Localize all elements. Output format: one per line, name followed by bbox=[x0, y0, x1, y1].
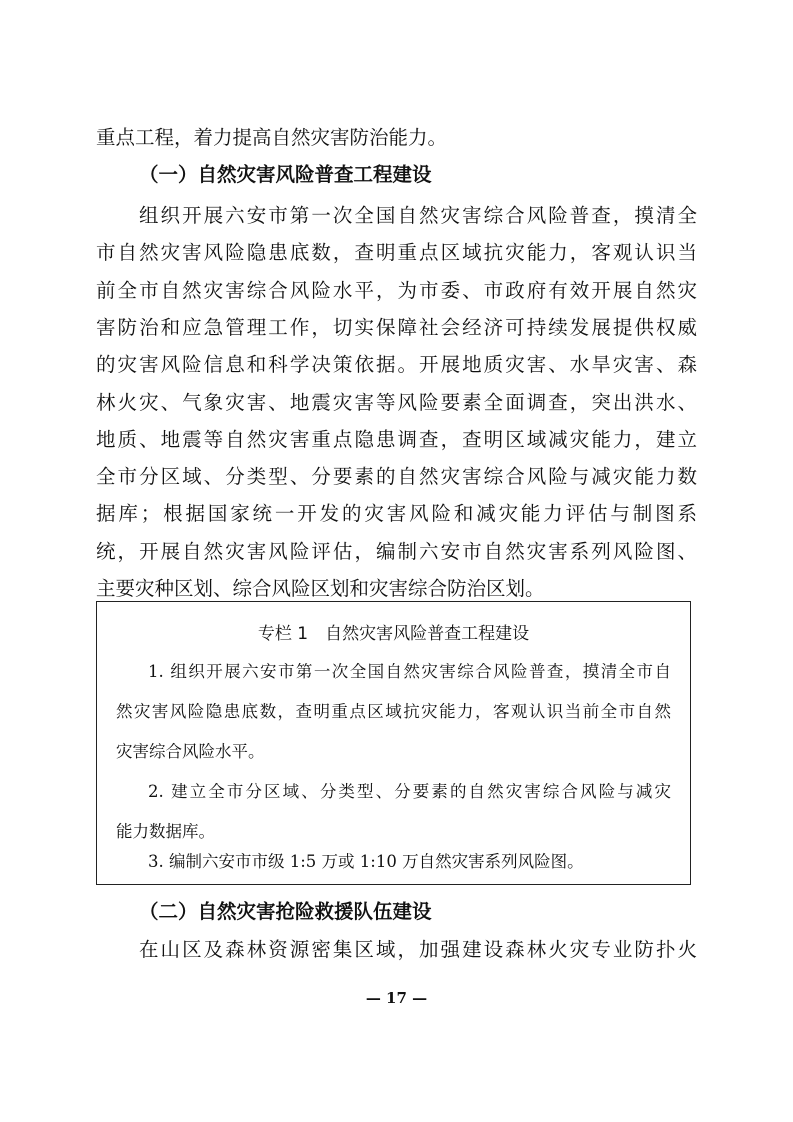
page-number: — 17 — bbox=[365, 989, 428, 1007]
special-column-line: 然灾害风险隐患底数，查明重点区域抗灾能力，客观认识当前全市自然 bbox=[116, 702, 671, 721]
paragraph-line: 前全市自然灾害综合风险水平，为市委、市政府有效开展自然灾 bbox=[96, 278, 697, 302]
special-column-line: 1. 组织开展六安市第一次全国自然灾害综合风险普查，摸清全市自 bbox=[148, 662, 671, 681]
paragraph-line: 市自然灾害风险隐患底数，查明重点区域抗灾能力，客观认识当 bbox=[96, 241, 697, 265]
paragraph-line: 林火灾、气象灾害、地震灾害等风险要素全面调查，突出洪水、 bbox=[96, 390, 697, 414]
special-column-box bbox=[96, 601, 691, 885]
paragraph-line: 主要灾种区划、综合风险区划和灾害综合防治区划。 bbox=[96, 577, 545, 600]
paragraph-line: 统，开展自然灾害风险评估，编制六安市自然灾害系列风险图、 bbox=[96, 539, 697, 563]
paragraph-line: 在山区及森林资源密集区域，加强建设森林火灾专业防扑火 bbox=[139, 938, 697, 961]
body-line: 重点工程，着力提高自然灾害防治能力。 bbox=[96, 126, 448, 149]
special-column-line: 灾害综合风险水平。 bbox=[116, 742, 265, 761]
paragraph-line: 的灾害风险信息和科学决策依据。开展地质灾害、水旱灾害、森 bbox=[96, 353, 697, 377]
section-heading: （一）自然灾害风险普查工程建设 bbox=[139, 163, 432, 186]
paragraph-line: 全市分区域、分类型、分要素的自然灾害综合风险与减灾能力数 bbox=[96, 465, 697, 489]
paragraph-line: 据库；根据国家统一开发的灾害风险和减灾能力评估与制图系 bbox=[96, 502, 697, 526]
special-column-title: 专栏 1 自然灾害风险普查工程建设 bbox=[257, 624, 530, 644]
paragraph-line: 地质、地震等自然灾害重点隐患调查，查明区域减灾能力，建立 bbox=[96, 427, 697, 451]
special-column-line: 2. 建立全市分区域、分类型、分要素的自然灾害综合风险与减灾 bbox=[148, 782, 671, 801]
special-column-line: 能力数据库。 bbox=[116, 822, 215, 841]
special-column-line: 3. 编制六安市市级 1:5 万或 1:10 万自然灾害系列风险图。 bbox=[148, 852, 584, 871]
paragraph-line: 组织开展六安市第一次全国自然灾害综合风险普查，摸清全 bbox=[139, 204, 697, 227]
paragraph-line: 害防治和应急管理工作，切实保障社会经济可持续发展提供权威 bbox=[96, 315, 697, 339]
section-heading: （二）自然灾害抢险救援队伍建设 bbox=[139, 900, 432, 923]
